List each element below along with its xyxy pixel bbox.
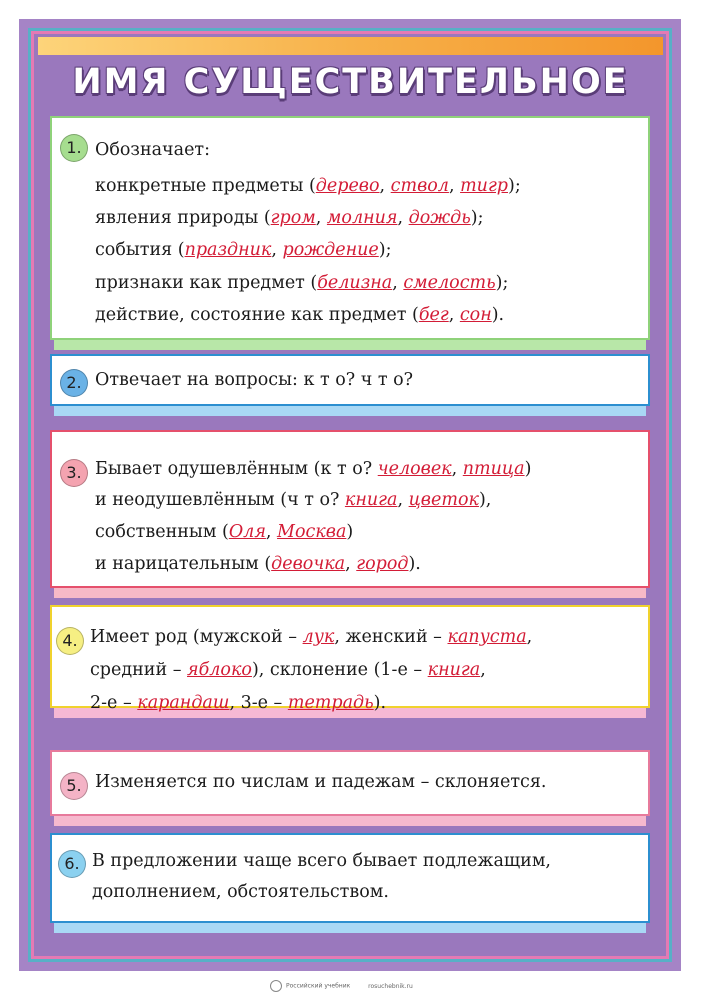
example-word: карандаш <box>137 693 230 713</box>
text-segment: , <box>451 459 463 479</box>
text-segment: , <box>448 176 461 196</box>
text-segment: средний – <box>90 660 188 680</box>
text-segment: , женский – <box>334 627 448 647</box>
example-word: белизна <box>317 273 393 293</box>
text-segment: ); <box>495 273 509 293</box>
text-segment: Имеет род (мужской – <box>90 627 303 647</box>
text-segment: Отвечает на вопросы: к т о? ч т о? <box>95 370 413 390</box>
example-word: лук <box>302 627 335 647</box>
card-text-line <box>95 772 546 792</box>
text-segment: , 3-е – <box>229 693 288 713</box>
text-segment: ); <box>470 208 484 228</box>
text-segment: , <box>480 660 486 680</box>
card-text-line <box>95 370 413 390</box>
text-segment: дополнением, обстоятельством. <box>92 882 389 902</box>
text-segment: ) <box>346 522 354 542</box>
text-segment: В предложении чаще всего бывает подлежащим, <box>92 851 551 871</box>
text-segment: события ( <box>95 240 185 260</box>
example-word: рождение <box>282 240 379 260</box>
card-number-badge: 5. <box>60 772 88 800</box>
card-text-line <box>95 522 353 542</box>
text-segment: конкретные предметы ( <box>95 176 316 196</box>
example-word: ствол <box>390 176 449 196</box>
top-gradient-bar <box>38 37 663 55</box>
info-card-5 <box>50 750 650 816</box>
example-word: человек <box>377 459 452 479</box>
text-segment: ), склонение (1-е – <box>251 660 428 680</box>
text-segment: Изменяется по числам и падежам – склоняется. <box>95 772 547 792</box>
text-segment: и неодушевлённым (ч т о? <box>95 490 345 510</box>
text-segment: , <box>345 554 357 574</box>
card-text-line <box>95 140 210 160</box>
footer-site: rosuchebnik.ru <box>368 982 413 990</box>
example-word: бег <box>418 305 449 325</box>
text-segment: действие, состояние как предмет ( <box>95 305 419 325</box>
text-segment: 2-е – <box>90 693 138 713</box>
text-segment: , <box>392 273 404 293</box>
text-segment: ); <box>378 240 392 260</box>
text-segment: , <box>448 305 460 325</box>
example-word: книга <box>427 660 481 680</box>
card-text-line <box>95 305 504 325</box>
example-word: гром <box>270 208 316 228</box>
card-text-line <box>90 693 386 713</box>
example-word: сон <box>459 305 492 325</box>
text-segment: Бывает одушевлённым (к т о? <box>95 459 378 479</box>
text-segment: признаки как предмет ( <box>95 273 318 293</box>
text-segment: Обозначает: <box>95 140 210 160</box>
example-word: смелость <box>403 273 496 293</box>
card-text-line <box>95 490 491 510</box>
example-word: цветок <box>408 490 479 510</box>
card-text-line <box>95 240 391 260</box>
card-text-line <box>92 851 551 871</box>
info-card-2 <box>50 354 650 406</box>
example-word: тигр <box>460 176 508 196</box>
card-text-line <box>95 459 531 479</box>
card-number-badge: 4. <box>56 627 84 655</box>
example-word: девочка <box>271 554 346 574</box>
text-segment: ). <box>491 305 505 325</box>
card-text-line <box>95 554 421 574</box>
example-word: Москва <box>277 522 347 542</box>
example-word: яблоко <box>187 660 252 680</box>
example-word: молния <box>326 208 398 228</box>
card-text-line <box>95 208 484 228</box>
text-segment: собственным ( <box>95 522 229 542</box>
info-card-4 <box>50 605 650 713</box>
text-segment: , <box>397 490 409 510</box>
info-card-1 <box>50 116 650 340</box>
text-segment: явления природы ( <box>95 208 271 228</box>
text-segment: , <box>397 208 409 228</box>
text-segment: ), <box>478 490 492 510</box>
card-text-line <box>95 273 508 293</box>
text-segment: , <box>315 208 327 228</box>
info-card-3 <box>50 430 650 588</box>
example-word: Оля <box>228 522 266 542</box>
text-segment: , <box>379 176 391 196</box>
text-segment: ). <box>373 693 387 713</box>
footer-brand: Российский учебник <box>286 982 351 990</box>
footer <box>270 980 413 992</box>
text-segment: ); <box>508 176 521 196</box>
example-word: капуста <box>447 627 527 647</box>
card-number-badge: 6. <box>58 850 86 878</box>
example-word: дерево <box>315 176 380 196</box>
example-word: книга <box>344 490 398 510</box>
card-number-badge: 3. <box>60 459 88 487</box>
page-title: ИМЯ СУЩЕСТВИТЕЛЬНОЕ <box>72 62 629 102</box>
card-number-badge: 1. <box>60 134 88 162</box>
text-segment: , <box>271 240 283 260</box>
card-text-line <box>90 627 532 647</box>
example-word: город <box>356 554 409 574</box>
text-segment: , <box>265 522 278 542</box>
example-word: праздник <box>184 240 272 260</box>
card-text-line <box>92 882 389 902</box>
card-text-line <box>90 660 486 680</box>
card-text-line <box>95 176 521 196</box>
publisher-logo-icon <box>270 980 282 992</box>
example-word: дождь <box>408 208 471 228</box>
text-segment: ) <box>524 459 532 479</box>
text-segment: ). <box>408 554 421 574</box>
text-segment: и нарицательным ( <box>95 554 272 574</box>
text-segment: , <box>526 627 533 647</box>
info-card-6 <box>50 833 650 923</box>
example-word: тетрадь <box>287 693 374 713</box>
example-word: птица <box>462 459 525 479</box>
card-number-badge: 2. <box>60 369 88 397</box>
